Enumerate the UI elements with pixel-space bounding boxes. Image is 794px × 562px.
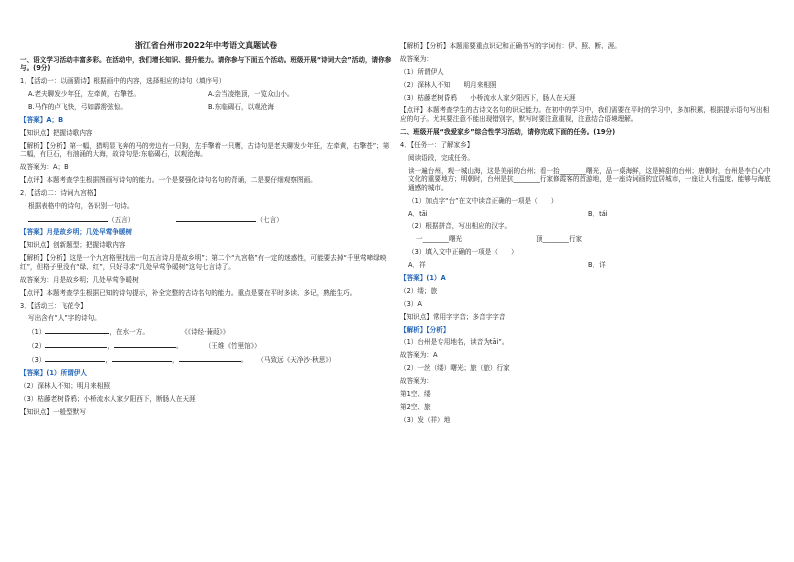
analysis-line: （3）发（祥）地 xyxy=(400,415,451,424)
knowledge-point: 【知识点】创新题型；把握诗歌内容 xyxy=(20,241,126,250)
word-blank-1: 一________曙光 xyxy=(416,235,463,244)
option-a-right: A.会当凌绝顶，一览众山小。 xyxy=(208,89,294,98)
knowledge-point: 【知识点】一般型默写 xyxy=(20,407,86,416)
answer: 【答案】(1）A xyxy=(400,274,446,283)
option-row xyxy=(400,261,772,270)
question-stem: 2．【活动二：诗词九宫格】 xyxy=(20,188,101,197)
answer-line: （2）深林人不知；明月来相照 xyxy=(20,381,110,390)
option-row xyxy=(20,90,392,99)
knowledge-point: 【知识点】常用字字音；多音字字音 xyxy=(400,312,506,321)
answer-blank[interactable] xyxy=(179,355,241,362)
fill-row xyxy=(20,215,392,225)
answer: 【答案】月是故乡明；几处早莺争暖树 xyxy=(20,228,133,237)
analysis: 【解析】【分析】本题需要重点识记和正确书写的字词有：伊、照、断、涯。 xyxy=(400,42,621,50)
right-column xyxy=(400,42,772,429)
reading-passage: 读一遍台州，观一城山海，这是美丽的台州；看一抬________曙光，品一桌海鲜，这是鲜甜的台州；唐朝时，台州是李白心中文化的重要地方；明朝时，台州是抗________行家修霞客的首游地，是一座诗词画的宜居城市，一座让人有温度、能够与海底通感的城市。 xyxy=(408,166,771,192)
answer-blank[interactable] xyxy=(112,355,172,362)
option-a-left: A.老夫聊发少年狂，左牵黄，右擎苍。 xyxy=(28,89,140,98)
source: （王维《竹里馆》） xyxy=(204,342,261,351)
analysis-line: （1）台州是专用地名，读音为tāi”。 xyxy=(400,338,509,347)
option-row xyxy=(20,103,392,112)
sub-question: （1）加点字“台”在文中读音正确的一项是（ ） xyxy=(408,196,558,205)
question-stem: 3．【活动三：飞花令】 xyxy=(20,301,87,310)
answer-line: （2）深林人不知 明月来相照 xyxy=(400,80,497,89)
fill-row xyxy=(400,235,772,244)
option-b[interactable]: B．tái xyxy=(588,209,608,218)
answer-blank[interactable] xyxy=(45,355,105,362)
final-answer: 故答案为：A；B xyxy=(20,163,69,172)
answer-line: （2）缕；旅 xyxy=(400,286,438,295)
answer-line: （3）枯藤老树昏鸦 小桥流水人家夕阳西下，肠人在天涯 xyxy=(400,93,576,102)
question-stem: 4．【任务一：了解家乡】 xyxy=(400,140,474,149)
source: 《《诗经·蒹葭》》 xyxy=(181,328,230,337)
final-answer: 故答案为： xyxy=(400,377,433,386)
final-answer: 故答案为：月是故乡明；几处早莺争暖树 xyxy=(20,275,139,284)
answer-blank[interactable] xyxy=(28,215,108,222)
analysis-line: （2）一丝（缕）曙光；旅（旅）行家 xyxy=(400,364,510,373)
final-answer: 故答案为： xyxy=(400,54,433,63)
blank-label: （七言） xyxy=(256,215,283,224)
source: （马致远《天净沙·秋思》） xyxy=(257,356,336,365)
blank-label: （五言） xyxy=(108,215,135,224)
answer-line: （1）所谓伊人 xyxy=(400,67,444,76)
answer-blank[interactable] xyxy=(45,327,109,334)
answer: 【答案】A；B xyxy=(20,115,64,124)
comment: 【点评】本题考查学生的古诗文名句的识记能力。在初中的学习中，我们需要在平时的学习中，多加积累，根据提示语句写出相应的句子。尤其要注意不能出现错别字，默写时要注意重视，注意结合语境理解。 xyxy=(400,106,770,124)
answer-blank[interactable] xyxy=(114,341,176,348)
instruction: 阅读语段，完成任务。 xyxy=(408,153,474,162)
comment: 【点评】本题考查学生根据已知的诗句提示，补全完整的古诗名句的能力。重点是要在平时多读、多记，熟能生巧。 xyxy=(20,288,357,297)
analysis: 【解析】【分析】这是一个九宫格里找出一句五言诗月是故乡明”；第二个“九宫格”有一定的迷惑性，可能要去掉“千里莺啼绿映红”，但格子里没有“绿、红”，只好寻求“几处早莺争暖树”这句七言诗了。 xyxy=(20,254,387,271)
instruction: 根据表格中的诗句，各识别一句诗。 xyxy=(28,201,134,210)
knowledge-point: 【知识点】把握诗歌内容 xyxy=(20,128,93,137)
sub-question: （3）填入文中正确的一项是（ ） xyxy=(408,248,518,257)
option-row xyxy=(400,210,772,219)
option-b[interactable]: B．详 xyxy=(588,261,606,270)
option-a[interactable]: A．祥 xyxy=(408,261,426,270)
answer: 【答案】(1）所谓伊人 xyxy=(20,368,87,377)
option-a[interactable]: A．tāi xyxy=(408,209,428,218)
section-heading: 二、班级开展“我爱家乡”综合性学习活动，请你完成下面的任务。(19分) xyxy=(400,127,616,136)
answer-line: （3）A xyxy=(400,299,422,308)
analysis: 【解析】【分析】 xyxy=(400,325,450,334)
word-blank-2-prefix: 顶 xyxy=(536,235,543,244)
answer-line: 第1空、缕 xyxy=(400,390,431,399)
option-b-left: B.马作的卢飞快，弓如霹雳弦惊。 xyxy=(28,102,127,111)
section-heading: 一、语文学习活动丰富多彩。在活动中，我们增长知识、提升能力。请你参与下面五个活动。班级开展“诗词大会”活动，请你参与。(9分) xyxy=(20,55,392,73)
analysis: 【解析】【分析】第一幅，猎明显飞奔的马的旁边有一只狗，左手擎着一只鹰，古诗句是老夫聊发少年狂，左牵黄，右擎苍”；第二幅，有巨石，有汹涌的大海，故诗句是:东临碣石，以观沧海。 xyxy=(20,141,390,159)
option-b-right: B.东临碣石，以观沧海 xyxy=(208,102,274,111)
answer-line: 第2空、旅 xyxy=(400,402,431,411)
answer-blank[interactable] xyxy=(45,341,107,348)
sub-question: （2）根据拼音，写出相应的汉字。 xyxy=(408,222,512,231)
fill-row: （2） ， 。 （王维《竹里馆》） xyxy=(28,342,261,351)
instruction: 写出含有“人”字的诗句。 xyxy=(28,314,101,323)
left-column xyxy=(20,0,392,421)
answer-blank[interactable] xyxy=(176,215,256,222)
page-title: 浙江省台州市2022年中考语文真题试卷 xyxy=(134,41,278,50)
fill-row: （3） ， ， 。 （马致远《天净沙·秋思》） xyxy=(28,356,336,365)
answer-line: （3）枯藤老树昏鸦；小桥流水人家夕阳西下，断肠人在天涯 xyxy=(20,394,196,403)
line-text: ，在水一方。 xyxy=(109,328,149,337)
fill-row: （1） ，在水一方。 《《诗经·蒹葭》》 xyxy=(28,328,230,337)
question-stem: 1．【活动一：以画猜诗】根据画中的内容，选择相应的诗句（填序号） xyxy=(20,77,226,86)
word-blank-2: ________行家 xyxy=(542,235,583,244)
comment: 【点评】本题考查学生根据图画写诗句的能力。一个是要强化诗句名句的背诵，二是要仔细观察图画。 xyxy=(20,175,317,184)
final-answer: 故答案为：A xyxy=(400,351,438,360)
